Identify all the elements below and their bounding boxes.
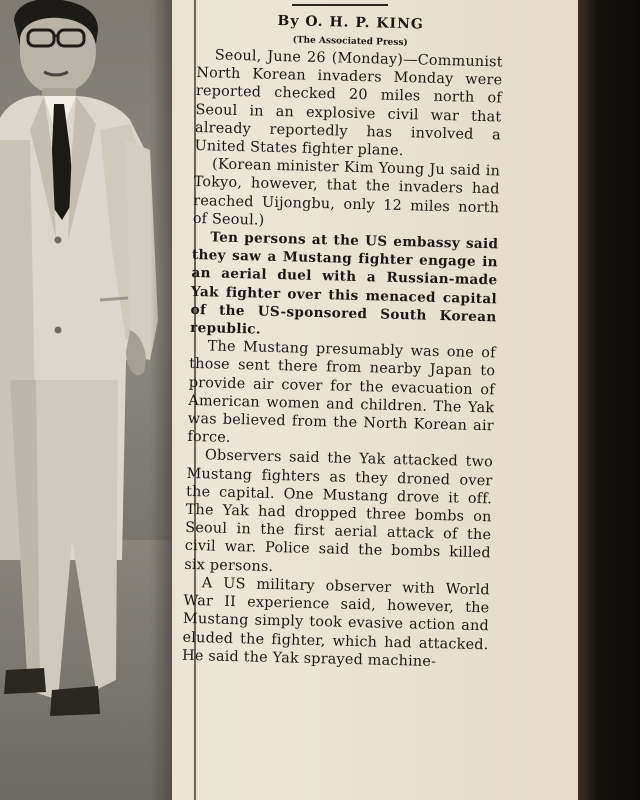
paragraph-korean-minister: (Korean minister Kim Young Ju said in Tokyo, however, that the invaders had reached Uijongbu, only 12 miles north of Seoul.) bbox=[192, 156, 501, 229]
paragraph-embassy: Ten persons at the US embassy said they saw a Mustang fighter engage in an aerial duel with a Russian-made Yak fighter over this menaced capital of the US-sponsored South Korean republic. bbox=[189, 229, 499, 338]
agency-credit: (The Associated Press) bbox=[292, 35, 408, 49]
man-in-suit-figure bbox=[0, 0, 172, 800]
paragraph-mustang: The Mustang presumably was one of those sent there from nearby Japan to provide air cover for the evacuation of American women and children. The Yak was believed from the North Korean air force. bbox=[187, 338, 496, 447]
paragraph-lead: Seoul, June 26 (Monday)—Communist North Korean invaders Monday were reported checked 20 miles north of Seoul in an explosive civil war that already reportedly has involved a United States fighter plane. bbox=[194, 47, 503, 160]
byline: By O. H. P. KING bbox=[277, 12, 424, 33]
top-rule bbox=[292, 4, 388, 6]
portrait-photo bbox=[0, 0, 172, 800]
page-edge-background bbox=[578, 0, 640, 800]
paragraph-military-observer: A US military observer with World War II experience said, however, the Mustang simply took evasive action and eluded the fighter, which had attacked. He said the Yak sprayed machine- bbox=[181, 575, 491, 670]
photo-edge-shadow bbox=[150, 0, 172, 800]
paragraph-observers: Observers said the Yak attacked two Mustang fighters as they droned over the capital. One Mustang drove it off. The Yak had dropped three bombs on Seoul in the first aerial attack of the civil war. Police said the bombs killed six persons. bbox=[184, 447, 494, 575]
news-article bbox=[179, 6, 504, 800]
